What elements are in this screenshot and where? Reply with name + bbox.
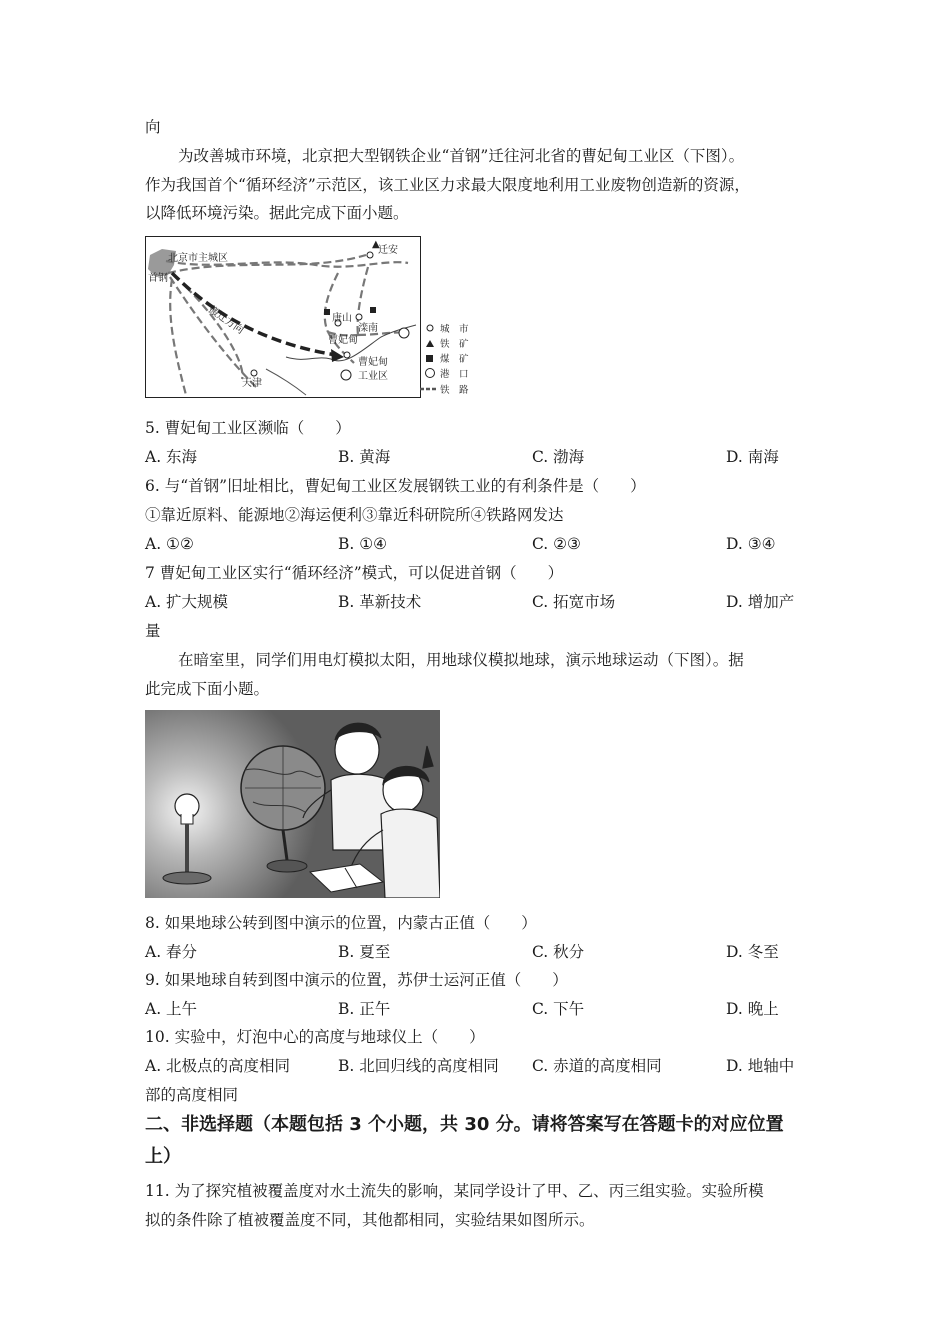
q11-line: 11. 为了探究植被覆盖度对水土流失的影响，某同学设计了甲、乙、丙三组实验。实验所模	[145, 1182, 764, 1200]
city-label-shougang: 首钢	[148, 273, 168, 284]
city-label-tianjin: 天津	[242, 378, 262, 389]
city-label-caofeidian: 曹妃甸	[328, 335, 358, 346]
svg-text:▲: ▲	[372, 239, 380, 250]
q7-option-b[interactable]: B. 革新技术	[338, 593, 422, 611]
legend-coal: 煤 矿	[440, 354, 469, 365]
q10-option-d-wrap: 部的高度相同	[145, 1086, 239, 1104]
q6-statement-list: ①靠近原料、能源地②海运便利③靠近科研院所④铁路网发达	[145, 506, 564, 524]
zone-label-2: 工业区	[358, 371, 388, 382]
q8-option-b[interactable]: B. 夏至	[338, 943, 391, 961]
q10-option-b[interactable]: B. 北回归线的高度相同	[338, 1057, 499, 1075]
passage-intro-line: 作为我国首个“循环经济”示范区，该工业区力求最大限度地利用工业废物创造新的资源，	[145, 176, 750, 194]
legend-railway: 铁 路	[440, 385, 469, 396]
city-label-qianan: 迁安	[378, 245, 398, 256]
q5-option-c[interactable]: C. 渤海	[532, 448, 585, 466]
port-marker	[341, 370, 351, 380]
q6-option-d[interactable]: D. ③④	[726, 535, 776, 553]
passage-intro-line: 为改善城市环境，北京把大型钢铁企业“首钢”迁往河北省的曹妃甸工业区（下图）。	[178, 147, 745, 165]
q10-stem: 10. 实验中，灯泡中心的高度与地球仪上（ ）	[145, 1028, 485, 1046]
q5-option-d[interactable]: D. 南海	[726, 448, 779, 466]
legend-city: 城 市	[440, 324, 469, 335]
city-label-tangshan: 唐山	[332, 313, 352, 324]
q10-option-a[interactable]: A. 北极点的高度相同	[145, 1057, 291, 1075]
q11-line: 拟的条件除了植被覆盖度不同，其他都相同，实验结果如图所示。	[145, 1211, 595, 1229]
q7-option-c[interactable]: C. 拓宽市场	[532, 593, 616, 611]
q9-option-a[interactable]: A. 上午	[145, 1000, 198, 1018]
q8-option-c[interactable]: C. 秋分	[532, 943, 585, 961]
q7-stem: 7 曹妃甸工业区实行“循环经济”模式，可以促进首钢（ ）	[145, 564, 564, 582]
passage-intro2-line: 此完成下面小题。	[145, 680, 270, 698]
text-line: 向	[145, 118, 161, 136]
q10-option-d[interactable]: D. 地轴中	[726, 1057, 795, 1075]
zone-label-1: 曹妃甸	[358, 357, 388, 368]
q8-stem: 8. 如果地球公转到图中演示的位置，内蒙古正值（ ）	[145, 914, 537, 932]
passage-intro2-line: 在暗室里，同学们用电灯模拟太阳，用地球仪模拟地球，演示地球运动（下图）。据	[178, 651, 744, 669]
city-label-luannan: 滦南	[358, 323, 378, 334]
route-label: 搬迁方向	[206, 304, 246, 337]
city-marker-tianjin	[251, 370, 257, 376]
legend-port: 港 口	[440, 369, 469, 380]
q6-option-a[interactable]: A. ①②	[145, 535, 194, 553]
q6-stem: 6. 与“首钢”旧址相比，曹妃甸工业区发展钢铁工业的有利条件是（ ）	[145, 477, 646, 495]
q7-option-a[interactable]: A. 扩大规模	[145, 593, 229, 611]
map-legend	[418, 318, 478, 400]
q9-option-b[interactable]: B. 正午	[338, 1000, 391, 1018]
coal-mine-marker	[370, 307, 376, 313]
city-marker-qianan	[367, 252, 373, 258]
q8-option-d[interactable]: D. 冬至	[726, 943, 779, 961]
q10-option-c[interactable]: C. 赤道的高度相同	[532, 1057, 662, 1075]
q5-stem: 5. 曹妃甸工业区濒临（ ）	[145, 419, 351, 437]
q9-option-d[interactable]: D. 晚上	[726, 1000, 779, 1018]
q8-option-a[interactable]: A. 春分	[145, 943, 198, 961]
q6-option-b[interactable]: B. ①④	[338, 535, 388, 553]
legend-iron: 铁 矿	[440, 339, 469, 350]
relocation-arrow-line	[172, 273, 336, 355]
q9-stem: 9. 如果地球自转到图中演示的位置，苏伊士运河正值（ ）	[145, 971, 568, 989]
q5-option-b[interactable]: B. 黄海	[338, 448, 391, 466]
section-heading: 二、非选择题（本题包括 3 个小题，共 30 分。请将答案写在答题卡的对应位置	[145, 1114, 784, 1135]
q6-option-c[interactable]: C. ②③	[532, 535, 581, 553]
caofeidian-map	[145, 236, 421, 398]
passage-intro-line: 以降低环境污染。据此完成下面小题。	[145, 204, 409, 222]
q7-option-d-wrap: 量	[145, 622, 161, 640]
city-marker-luannan	[356, 314, 362, 320]
q5-option-a[interactable]: A. 东海	[145, 448, 198, 466]
q7-option-d[interactable]: D. 增加产	[726, 593, 795, 611]
globe-experiment-illustration	[145, 710, 440, 898]
city-label-beijing: 北京市主城区	[168, 253, 228, 264]
port-marker	[399, 328, 409, 338]
q9-option-c[interactable]: C. 下午	[532, 1000, 585, 1018]
section-heading-wrap: 上）	[145, 1146, 181, 1167]
coal-mine-marker	[324, 309, 330, 315]
